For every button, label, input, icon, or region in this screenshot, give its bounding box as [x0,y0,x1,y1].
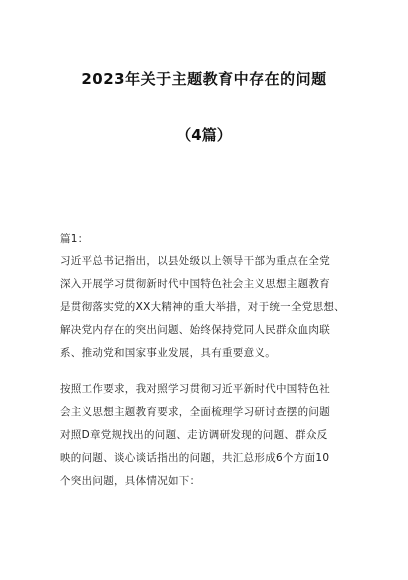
section-heading [60,228,360,251]
paragraph-2-line: 映的问题、谈心谈话指出的问题，共汇总形成6个方面10 [60,452,330,464]
paragraph-1-line: 系、推动党和国家事业发展，具有重要意义。 [60,347,276,359]
paragraph-2-line: 按照工作要求，我对照学习贯彻习近平新时代中国特色社 [60,383,330,395]
paragraph-2-line: 会主义思想主题教育要求，全面梳理学习研讨查摆的问题 [60,406,330,418]
paragraph-1-line: 是贯彻落实党的XX大精神的重大举措，对于统一全党思想、 [60,301,345,313]
document-title: 2023年关于主题教育中存在的问题 [81,70,327,88]
document-subtitle: （4篇） [176,126,232,144]
paragraph-1-line: 习近平总书记指出，以县处级以上领导干部为重点在全党 [60,255,330,267]
paragraph-2 [60,378,360,493]
paragraph-1 [60,250,360,365]
section-heading-text: 篇1： [60,233,89,245]
paragraph-1-line: 深入开展学习贯彻新时代中国特色社会主义思想主题教育 [60,278,330,290]
paragraph-2-line: 个突出问题，具体情况如下： [60,475,201,487]
paragraph-1-line: 解决党内存在的突出问题、始终保持党同人民群众血肉联 [60,324,330,336]
paragraph-2-line: 对照D章党规找出的问题、走访调研发现的问题、群众反 [60,429,328,441]
